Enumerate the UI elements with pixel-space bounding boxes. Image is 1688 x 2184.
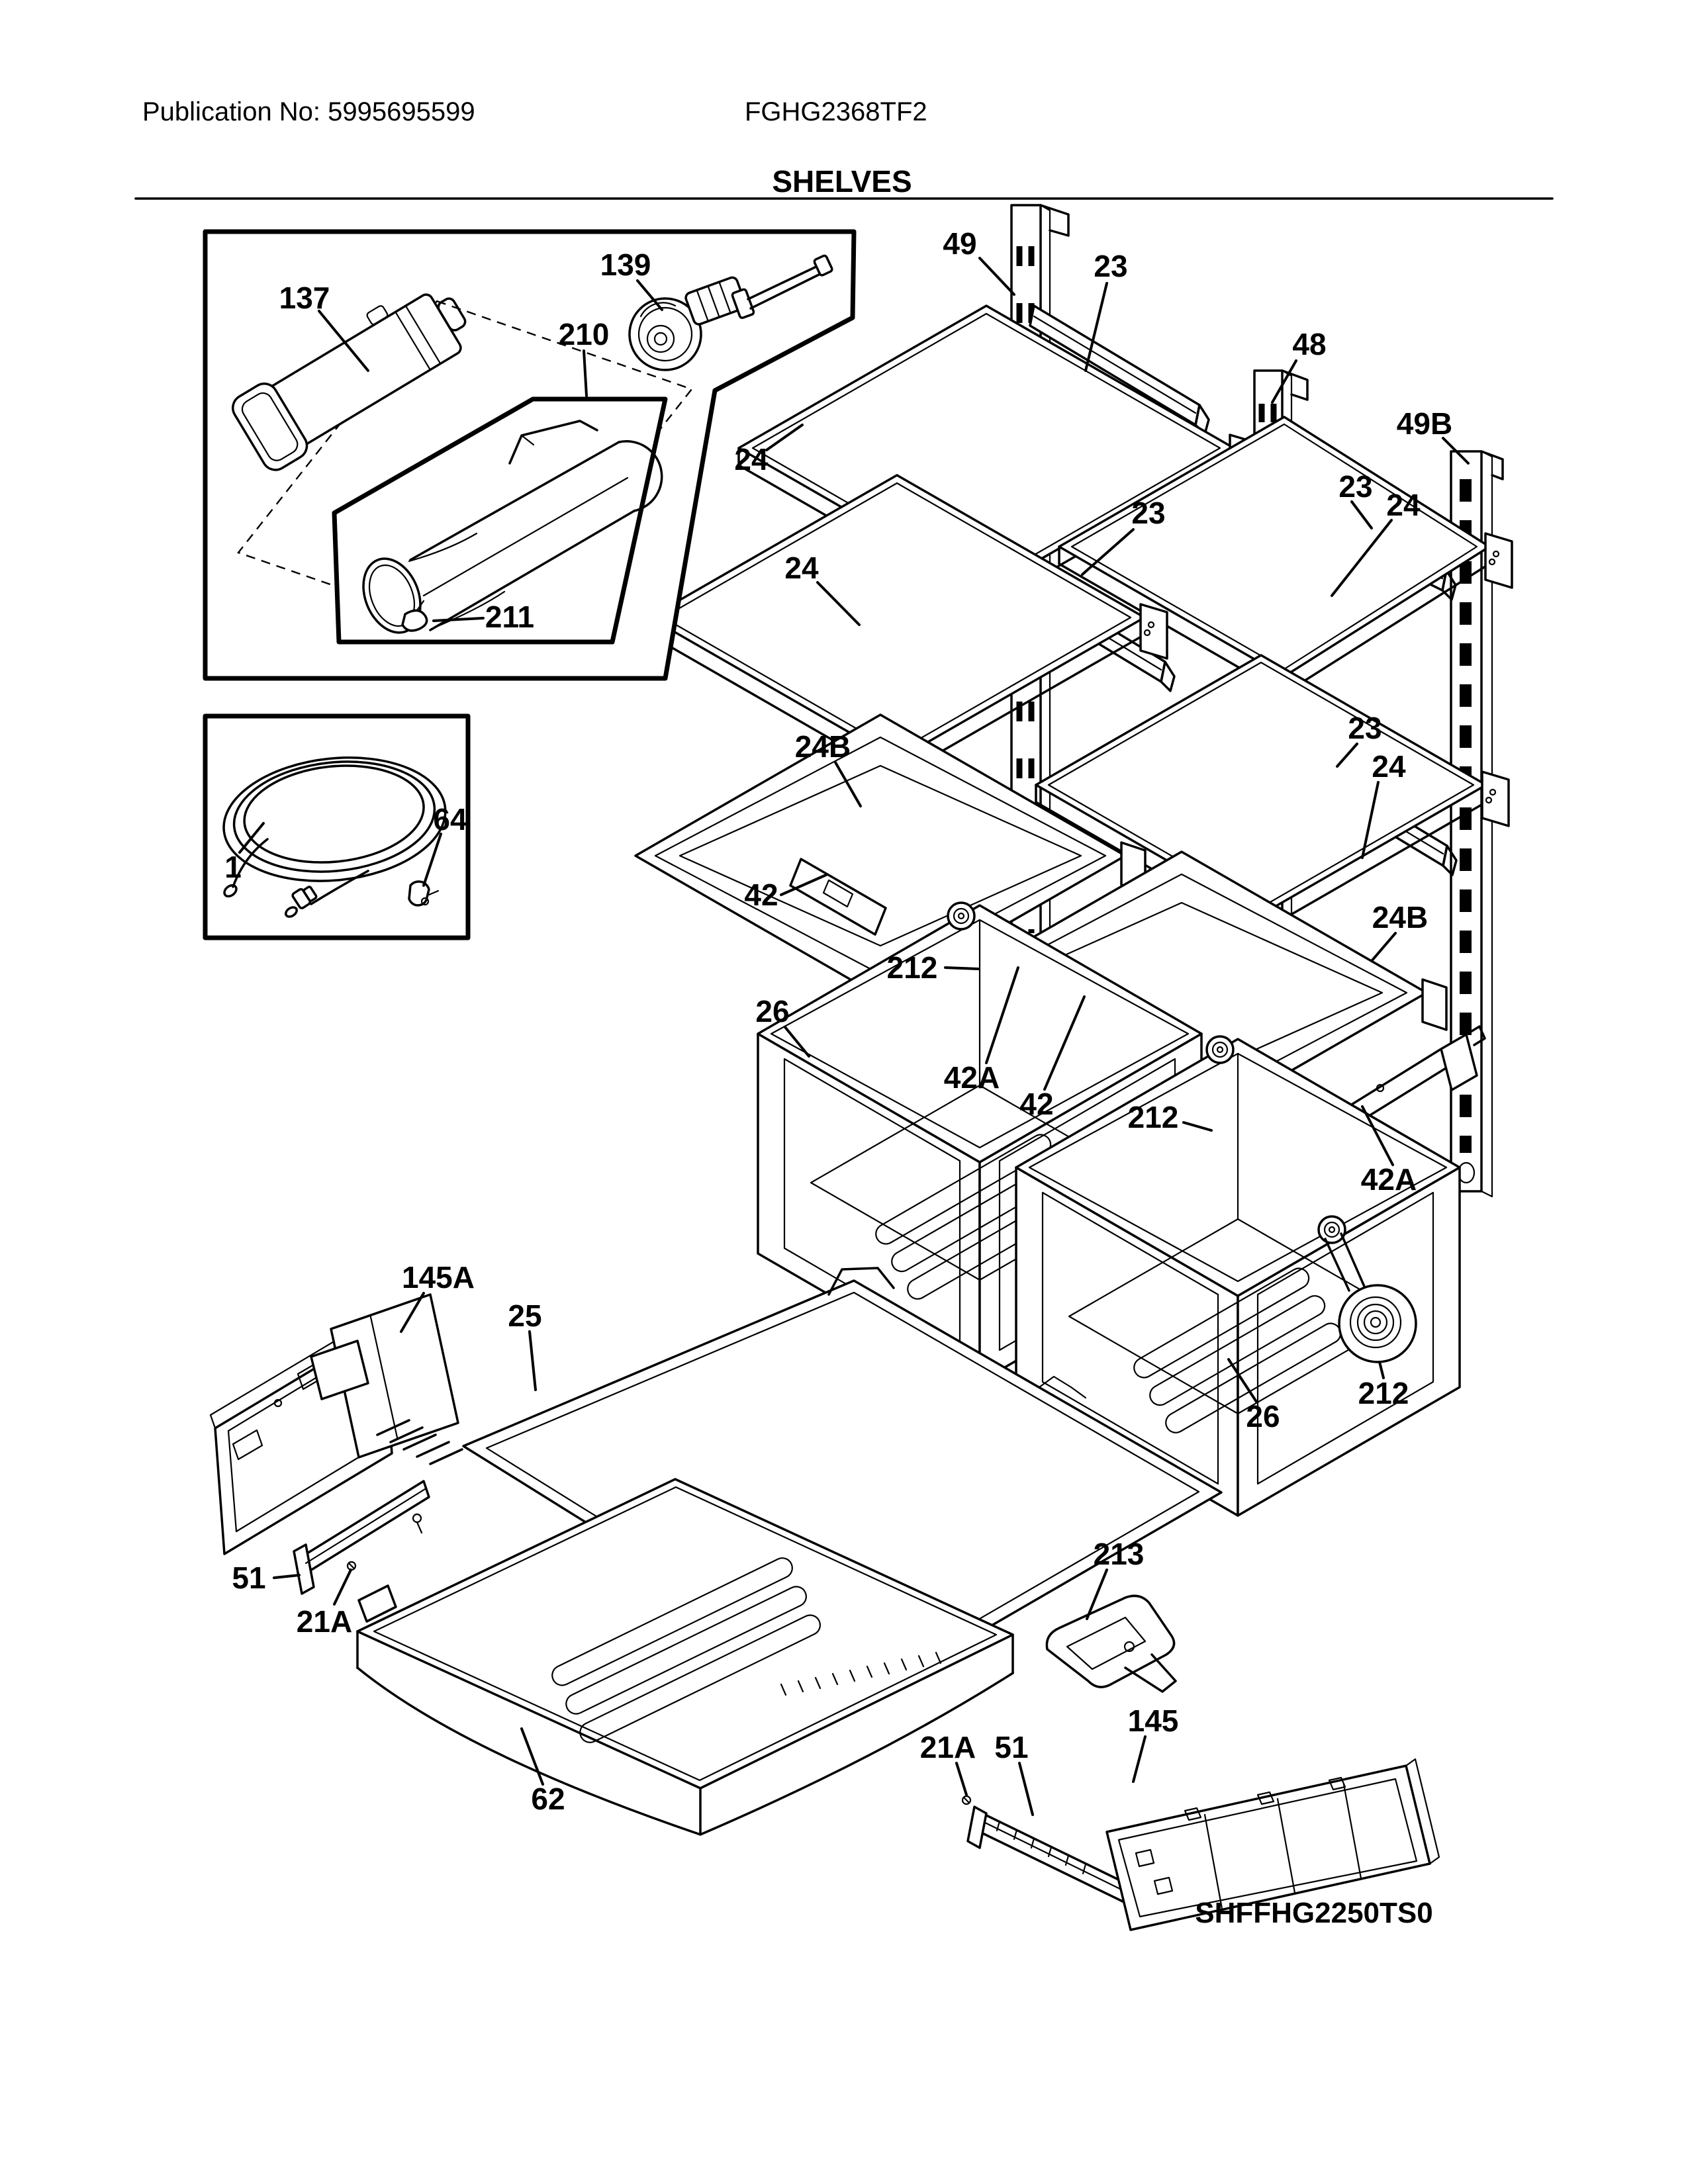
part-label-211: 211	[485, 600, 535, 634]
damper-housing-145a	[211, 1295, 462, 1554]
part-label-42-1: 42	[744, 878, 778, 912]
part-label-24-1: 24	[734, 442, 769, 477]
part-label-49b: 49B	[1396, 406, 1453, 441]
part-label-42a-2: 42A	[1360, 1162, 1417, 1197]
part-label-51-2: 51	[994, 1730, 1029, 1764]
part-label-42-2: 42	[1019, 1087, 1054, 1121]
part-label-24-2: 24	[1386, 488, 1421, 522]
part-label-212-2: 212	[1127, 1100, 1179, 1134]
part-label-25: 25	[508, 1298, 542, 1333]
part-label-23-2: 23	[1131, 496, 1166, 530]
screw-21a-2	[962, 1796, 970, 1804]
part-label-24-3: 24	[784, 551, 819, 585]
part-label-64: 64	[433, 802, 467, 837]
part-label-26-2: 26	[1246, 1399, 1280, 1433]
part-label-213: 213	[1093, 1537, 1145, 1571]
model-number: FGHG2368TF2	[745, 97, 927, 126]
part-label-212-1: 212	[886, 950, 938, 985]
part-label-23-1: 23	[1094, 249, 1128, 283]
part-label-48: 48	[1292, 327, 1327, 361]
part-label-212-3: 212	[1358, 1376, 1409, 1410]
part-label-42a-1: 42A	[943, 1060, 1000, 1095]
part-label-51-1: 51	[232, 1561, 266, 1595]
part-label-145a: 145A	[402, 1260, 475, 1295]
part-label-210: 210	[558, 317, 610, 351]
part-label-21a-2: 21A	[919, 1730, 976, 1764]
inset-box-tubing	[205, 716, 468, 938]
publication-number: Publication No: 5995695599	[142, 97, 475, 126]
diagram-code: SHFFHG2250TS0	[1195, 1897, 1433, 1929]
part-label-26-1: 26	[755, 994, 790, 1028]
section-title: SHELVES	[772, 164, 912, 199]
part-label-62: 62	[531, 1782, 565, 1816]
screw-21a-1	[348, 1562, 355, 1570]
part-label-137: 137	[279, 281, 330, 315]
part-label-24-4: 24	[1372, 749, 1406, 784]
latch-213	[1047, 1596, 1176, 1692]
clip-211	[402, 610, 427, 630]
part-label-24b-2: 24B	[1372, 900, 1429, 934]
part-label-23-3: 23	[1338, 469, 1373, 504]
part-label-23-4: 23	[1348, 711, 1382, 745]
part-label-21a-1: 21A	[296, 1604, 353, 1639]
part-label-139: 139	[600, 248, 651, 282]
part-label-145: 145	[1127, 1704, 1179, 1738]
part-label-24b-1: 24B	[794, 729, 851, 764]
part-label-49: 49	[943, 226, 977, 261]
part-label-1: 1	[224, 850, 242, 884]
glass-shelf-24-4	[1036, 655, 1509, 932]
slide-rail-51-2	[968, 1807, 1129, 1902]
